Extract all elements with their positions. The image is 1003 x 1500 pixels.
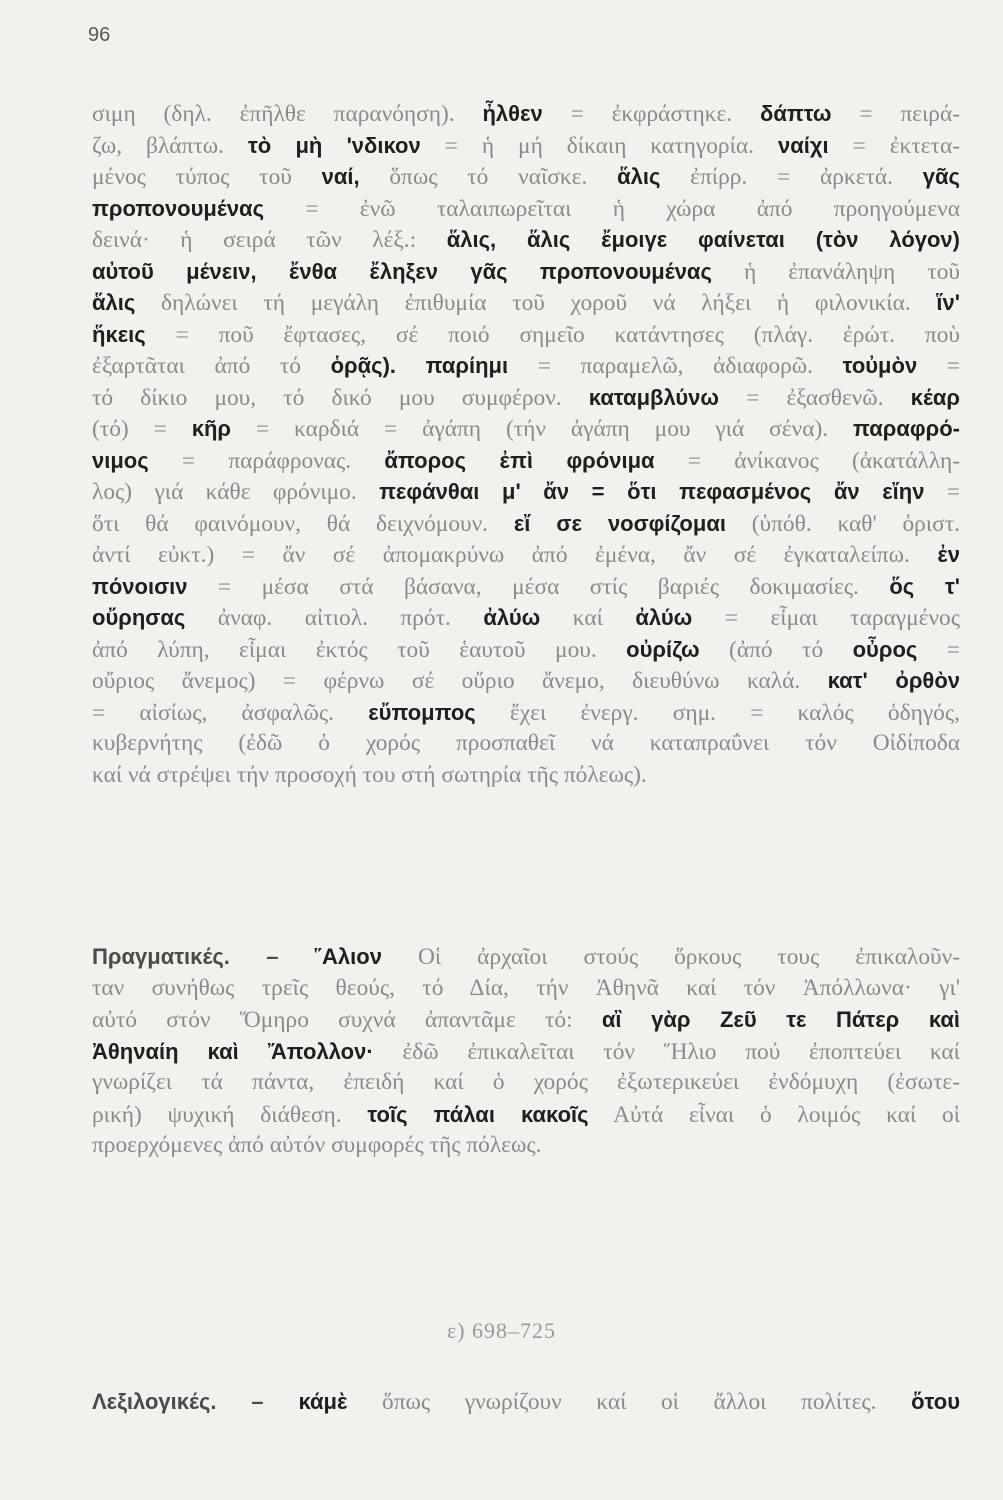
lemma-term: προπονουμένας xyxy=(92,195,265,221)
gloss-text: ἀναφ. αἰτιολ. πρότ. xyxy=(185,605,484,631)
text-line xyxy=(92,476,960,508)
lemma-term: κατ' ὀρθὸν xyxy=(827,668,960,693)
gloss-text: ἀπό λύπη, εἶμαι ἐκτός τοῦ ἑαυτοῦ μου. xyxy=(92,636,627,663)
text-line xyxy=(92,413,960,445)
gloss-text: μένος τύπος τοῦ xyxy=(92,164,322,190)
commentary-block-lexical xyxy=(92,1386,960,1418)
gloss-text: ὅπως γνωρίζουν καί οἱ ἄλλοι πολίτες. xyxy=(347,1389,912,1415)
text-line xyxy=(92,665,960,697)
gloss-text: ἐδῶ ἐπικαλεῖται τόν Ἥλιο πού ἐποπτεύει καί xyxy=(373,1038,960,1065)
gloss-text: = καρδιά = ἀγάπη (τήν ἀγάπη μου γιά σένα). xyxy=(231,416,853,442)
gloss-text: = πειρά- xyxy=(831,101,960,127)
text-line xyxy=(92,760,960,792)
gloss-text: = ἐνῶ ταλαιπωρεῖται ἡ χώρα ἀπό προηγούμενα xyxy=(264,195,960,222)
gloss-text: = xyxy=(924,479,960,505)
gloss-text: = παραμελῶ, ἀδιαφορῶ. xyxy=(508,353,843,379)
lemma-term: τὸ μὴ 'νδικον xyxy=(247,132,421,158)
lemma-term: κέαρ xyxy=(910,384,960,410)
gloss-text: = ἀνίκανος (ἀκατάλλη- xyxy=(654,447,960,474)
lemma-term: ὅς τ' xyxy=(889,573,961,599)
text-line xyxy=(92,161,960,193)
text-line xyxy=(92,1386,960,1418)
lemma-term: οὐρίζω xyxy=(626,636,700,662)
gloss-text: ταν συνήθως τρεῖς θεούς, τό Δία, τήν Ἀθηνᾶ καί τόν Ἀπόλλωνα· γι' xyxy=(92,974,960,1001)
lemma-term: αὐτοῦ μένειν, ἔνθα ἔληξεν γᾶς προπονουμένας xyxy=(92,258,712,284)
gloss-text xyxy=(396,353,426,379)
lemma-term: τοῖς πάλαι κακοῖς xyxy=(367,1101,589,1127)
lemma-term: αἲ γὰρ Ζεῦ τε Πάτερ καὶ xyxy=(601,1007,960,1032)
lemma-term: ὅτου xyxy=(911,1389,960,1414)
lemma-term: ἵν' xyxy=(936,290,960,315)
text-line xyxy=(92,1130,960,1162)
gloss-text: καί xyxy=(540,605,636,631)
lemma-term: εὔπομπος xyxy=(368,699,476,725)
commentary-block-factual xyxy=(92,941,960,1162)
gloss-text: γνωρίζει τά πάντα, ἐπειδή καί ὁ χορός ἐξωτερικεύει ἐνδόμυχη (ἐσωτε- xyxy=(92,1069,960,1095)
gloss-text: = ἐκφράστηκε. xyxy=(542,101,760,127)
gloss-text: (ἀπό τό xyxy=(699,636,853,663)
section-heading: Λεξιλογικές. – xyxy=(92,1389,299,1414)
lemma-term: ἐν xyxy=(937,542,960,567)
text-line xyxy=(92,319,960,351)
lemma-term: παρίημι xyxy=(425,353,509,378)
text-line xyxy=(92,1067,960,1099)
lemma-term: εἴ σε νοσφίζομαι xyxy=(513,510,726,536)
gloss-text: (ὑπόθ. καθ' ὁριστ. xyxy=(725,510,960,537)
text-line xyxy=(92,287,960,319)
lemma-term: νιμος xyxy=(92,447,149,473)
gloss-text: = ἡ μή δίκαιη κατηγορία. xyxy=(420,132,778,159)
lemma-term: πεφάνθαι μ' ἄν = ὅτι πεφασμένος ἄν εἴην xyxy=(379,479,925,504)
gloss-text: ἡ ἐπανάληψη τοῦ xyxy=(711,258,960,285)
text-line xyxy=(92,382,960,414)
text-line xyxy=(92,224,960,256)
lemma-term: πόνοισιν xyxy=(92,573,188,599)
text-line xyxy=(92,728,960,760)
gloss-text: ρική) ψυχική διάθεση. xyxy=(92,1101,368,1128)
lemma-term: ἅλις xyxy=(617,164,661,189)
lemma-term: δάπτω xyxy=(759,101,832,126)
gloss-text: λος) γιά κάθε φρόνιμο. xyxy=(92,479,380,505)
lemma-term: γᾶς xyxy=(922,164,960,189)
gloss-text: = xyxy=(917,636,960,663)
lemma-term: τοὐμὸν xyxy=(842,353,918,378)
text-line xyxy=(92,697,960,729)
gloss-text: Αὐτά εἶναι ὁ λοιμός καί οἱ xyxy=(588,1101,960,1128)
text-line xyxy=(92,130,960,162)
gloss-text: ὅτι θά φαινόμουν, θά δειχνόμουν. xyxy=(92,510,514,537)
gloss-text: οὔριος ἄνεμος) = φέρνω σέ οὔριο ἄνεμο, διευθύνω καλά. xyxy=(92,668,828,694)
gloss-text: καί νά στρέψει τήν προσοχή του στή σωτηρία τῆς πόλεως). xyxy=(92,761,647,788)
gloss-text: = ποῦ ἔφτασες, σέ ποιό σημεῖο κατάντησες (πλάγ. ἐρώτ. ποὺ xyxy=(145,321,960,348)
text-line xyxy=(92,973,960,1005)
text-line xyxy=(92,193,960,225)
gloss-text: = παράφρονας. xyxy=(148,447,385,474)
lemma-term: παραφρό- xyxy=(853,416,961,441)
lemma-term: Ἀθηναίη καὶ Ἄπολλον· xyxy=(92,1038,374,1064)
text-line xyxy=(92,941,960,973)
gloss-text: ἐξαρτᾶται ἀπό τό xyxy=(92,353,331,379)
lemma-term: ἀλύω xyxy=(635,605,693,630)
gloss-text: ἀντί εὐκτ.) = ἄν σέ ἀπομακρύνω ἀπό ἐμένα, ἄν σέ ἐγκαταλείπω. xyxy=(92,542,938,568)
gloss-text: (τό) = xyxy=(92,416,192,442)
lemma-term: κῆρ xyxy=(191,416,232,441)
gloss-text: = αἰσίως, ἀσφαλῶς. xyxy=(92,699,369,726)
gloss-text: αὐτό στόν Ὅμηρο συχνά ἀπαντᾶμε τό: xyxy=(92,1007,602,1033)
text-line xyxy=(92,350,960,382)
lemma-term: ἄπορος ἐπὶ φρόνιμα xyxy=(384,447,655,473)
text-line xyxy=(92,539,960,571)
text-line xyxy=(92,508,960,540)
lemma-term: ἥκεις xyxy=(92,321,146,347)
commentary-block-glossary xyxy=(92,98,960,791)
gloss-text: τό δίκιο μου, τό δικό μου συμφέρον. xyxy=(92,384,589,411)
lemma-term: ἦλθεν xyxy=(482,101,543,126)
lemma-term: ναίχι xyxy=(777,132,829,158)
gloss-text: ἔχει ἐνεργ. σημ. = καλός ὁδηγός, xyxy=(475,699,960,726)
page-number: 96 xyxy=(88,24,111,46)
lemma-term: ὁρᾷς). xyxy=(330,353,397,378)
lemma-term: ῞Αλιον xyxy=(314,944,382,969)
gloss-text: = μέσα στά βάσανα, μέσα στίς βαριές δοκιμασίες. xyxy=(187,573,890,600)
text-line xyxy=(92,634,960,666)
text-line xyxy=(92,571,960,603)
section-heading: Πραγματικές. – xyxy=(92,944,315,969)
lemma-term: κάμὲ xyxy=(298,1389,348,1414)
gloss-text: σιμη (δηλ. ἐπῆλθε παρανόηση). xyxy=(92,101,483,127)
gloss-text: = εἶμαι ταραγμένος xyxy=(692,605,960,631)
text-line xyxy=(92,98,960,130)
gloss-text: ἐπίρρ. = ἀρκετά. xyxy=(660,164,923,190)
gloss-text: = ἐξασθενῶ. xyxy=(719,384,911,411)
gloss-text: ὅπως τό ναῖσκε. xyxy=(359,164,618,190)
gloss-text: ζω, βλάπτω. xyxy=(92,132,248,159)
lemma-term: ἅλις, ἅλις ἔμοιγε φαίνεται (τὸν λόγον) xyxy=(446,227,960,252)
lemma-term: οὔρησας xyxy=(92,605,186,630)
gloss-text: κυβερνήτης (ἐδῶ ὁ χορός προσπαθεῖ νά καταπραΰνει τόν Οἰδίποδα xyxy=(92,730,960,756)
lemma-term: οὖρος xyxy=(852,636,918,662)
lemma-term: ναί, xyxy=(321,164,360,189)
gloss-text: προερχόμενες ἀπό αὐτόν συμφορές τῆς πόλεως. xyxy=(92,1132,542,1158)
lemma-term: ἅλις xyxy=(92,290,136,315)
text-line xyxy=(92,1004,960,1036)
lemma-term: ἀλύω xyxy=(483,605,541,630)
gloss-text: = ἐκτετα- xyxy=(828,132,961,159)
lemma-term: καταμβλύνω xyxy=(588,384,719,410)
text-line xyxy=(92,1099,960,1131)
gloss-text: δεινά· ἡ σειρά τῶν λέξ.: xyxy=(92,227,447,253)
verse-range-heading: ε) 698–725 xyxy=(446,1318,557,1343)
gloss-text: δηλώνει τή μεγάλη ἐπιθυμία τοῦ χοροῦ νά λήξει ἡ φιλονικία. xyxy=(135,290,937,316)
text-line xyxy=(92,1036,960,1068)
text-line xyxy=(92,256,960,288)
gloss-text: = xyxy=(917,353,960,379)
text-line xyxy=(92,445,960,477)
text-line xyxy=(92,602,960,634)
gloss-text: Οἱ ἀρχαῖοι στούς ὅρκους τους ἐπικαλοῦν- xyxy=(381,944,960,970)
